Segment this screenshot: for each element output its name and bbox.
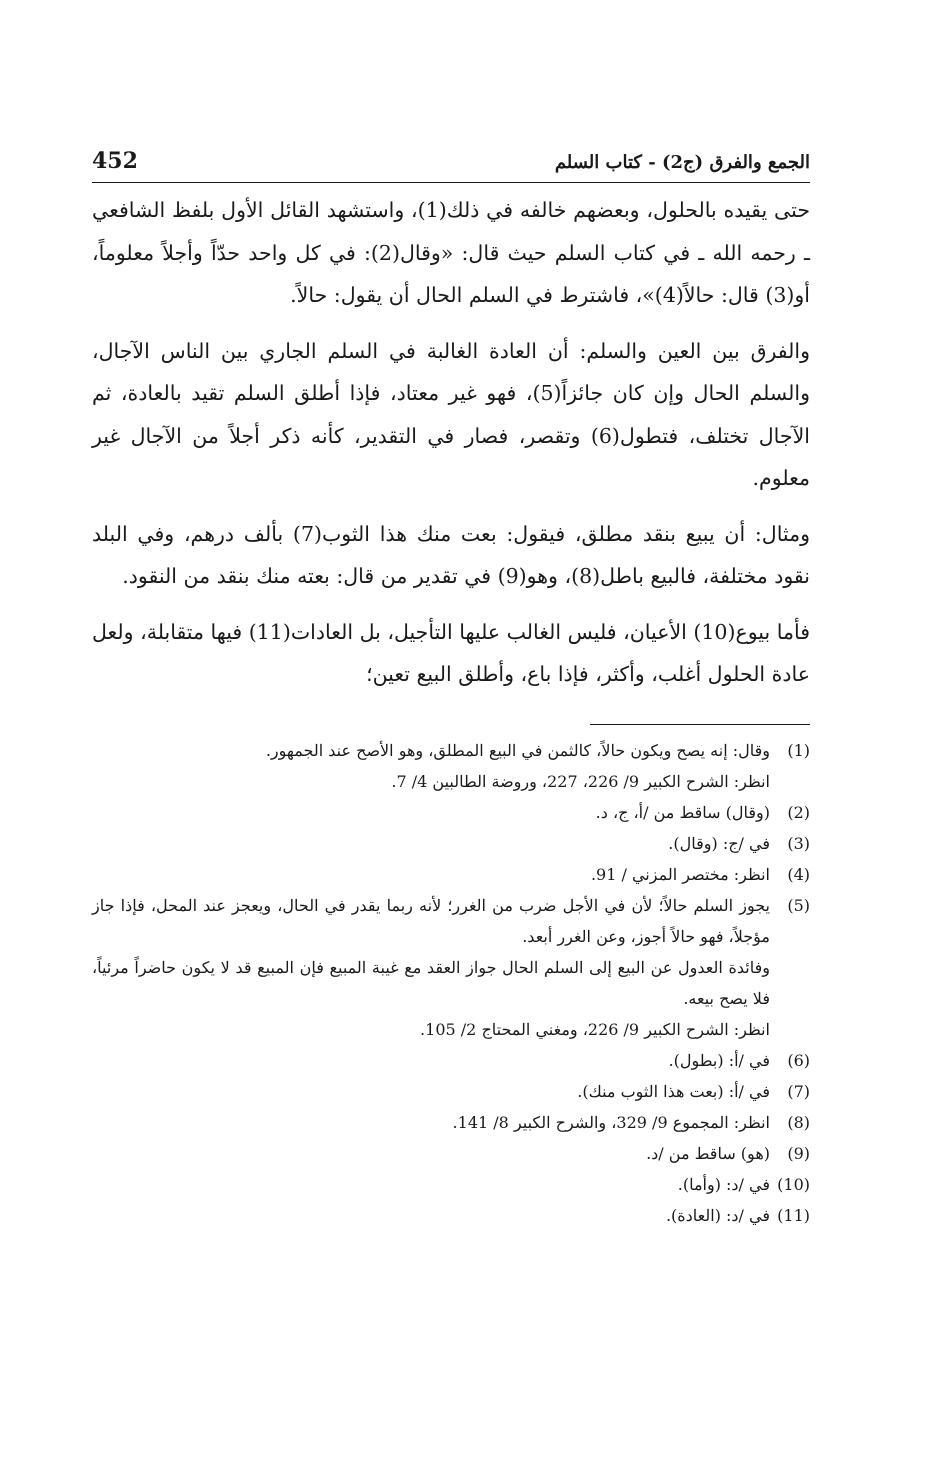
footnote-continuation: وفائدة العدول عن البيع إلى السلم الحال جواز العقد مع غيبة المبيع فإن المبيع قد لا يكون حاضراً مرئياً، فلا يصح بيعه. (92, 957, 770, 1008)
footnote (92, 735, 810, 766)
main-text (92, 189, 810, 696)
footnote-text: في /أ: (بعت هذا الثوب منك). (577, 1081, 770, 1101)
footnote-text: (هو) ساقط من /د. (646, 1143, 770, 1163)
footnote-number: (6) (787, 1050, 810, 1070)
footnote-number: (3) (787, 833, 810, 853)
footnote (92, 1200, 810, 1231)
footnote-number: (1) (787, 740, 810, 760)
footnotes (92, 735, 810, 1231)
paragraph: والفرق بين العين والسلم: أن العادة الغالبة في السلم الجاري بين الناس الآجال، والسلم الحال وإن كان جائزاً(5)، فهو غير معتاد، فإذا أطلق السلم تقيد بالعادة، ثم الآجال تختلف، فتطول(6) وتقصر، فصار في التقدير، كأنه ذكر أجلاً من الآجال غير معلوم. (92, 338, 811, 490)
footnote (92, 828, 810, 859)
footnote-number: (9) (787, 1143, 810, 1163)
footnote (92, 1045, 810, 1076)
footnote-number: (2) (787, 802, 810, 822)
page-header (92, 148, 810, 183)
footnote-number: (8) (787, 1112, 810, 1132)
footnote-number: (4) (787, 864, 810, 884)
footnote-text: انظر: المجموع 9/ 329، والشرح الكبير 8/ 141. (452, 1112, 770, 1132)
footnote (92, 797, 810, 828)
footnote (92, 1076, 810, 1107)
footnote (92, 1169, 810, 1200)
paragraph: حتى يقيده بالحلول، وبعضهم خالفه في ذلك(1)، واستشهد القائل الأول بلفظ الشافعي ـ رحمه الله ـ في كتاب السلم حيث قال: «وقال(2): في كل واحد حدّاً وأجلاً معلوماً، أو(3) قال: حالاً(4)»، فاشترط في السلم الحال أن يقول: حالاً. (92, 198, 811, 307)
footnote (92, 1138, 810, 1169)
footnote-number: (11) (777, 1205, 810, 1225)
footnote-number: (5) (787, 895, 810, 915)
footnote-continuation: انظر: الشرح الكبير 9/ 226، 227، وروضة الطالبين 4/ 7. (391, 771, 770, 791)
running-title: الجمع والفرق (ج2) - كتاب السلم (554, 152, 810, 173)
page-number: 452 (92, 148, 138, 174)
footnote-text: يجوز السلم حالاً؛ لأن في الأجل ضرب من الغرر؛ لأنه ربما يقدر في الحال، ويعجز عند المحل، فإذا جاز مؤجلاً، فهو حالاً أجوز، وعن الغرر أبعد. (92, 895, 770, 946)
footnote-continuation: انظر: الشرح الكبير 9/ 226، ومغني المحتاج 2/ 105. (420, 1019, 770, 1039)
footnote-text: في /أ: (بطول). (668, 1050, 770, 1070)
footnote-text: انظر: مختصر المزني / 91. (590, 864, 770, 884)
book-page (92, 148, 810, 1448)
footnote-text: وقال: إنه يصح ويكون حالاً، كالثمن في البيع المطلق، وهو الأصح عند الجمهور. (265, 740, 770, 760)
footnote-text: في /د: (وأما). (677, 1174, 770, 1194)
footnote-text: في /د: (العادة). (665, 1205, 770, 1225)
paragraph: ومثال: أن يبيع بنقد مطلق، فيقول: بعت منك هذا الثوب(7) بألف درهم، وفي البلد نقود مختلفة، فالبيع باطل(8)، وهو(9) في تقدير من قال: بعته منك بنقد من النقود. (92, 521, 811, 588)
footnote (92, 1107, 810, 1138)
footnote-number: (10) (777, 1174, 810, 1194)
footnote (92, 890, 810, 952)
footnote (92, 859, 810, 890)
footnote-separator (590, 724, 810, 725)
footnote-text: في /ج: (وقال). (668, 833, 770, 853)
footnote-text: (وقال) ساقط من /أ، ج، د. (595, 802, 770, 822)
paragraph: فأما بيوع(10) الأعيان، فليس الغالب عليها التأجيل، بل العادات(11) فيها متقابلة، ولعل عادة الحلول أغلب، وأكثر، فإذا باع، وأطلق البيع تعين؛ (92, 619, 810, 686)
footnote-number: (7) (787, 1081, 810, 1101)
